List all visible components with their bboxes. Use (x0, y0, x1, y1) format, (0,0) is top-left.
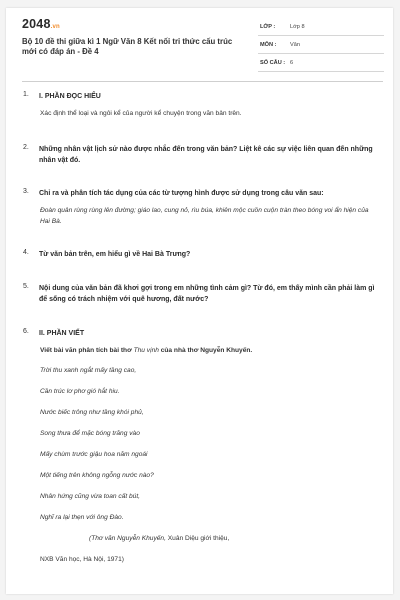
meta-row-grade: LỚP : Lớp 8 (258, 18, 384, 36)
document-title: Bộ 10 đề thi giữa kì 1 Ngữ Văn 8 Kết nối tri thức cấu trúc mới có đáp án - Đề 4 (22, 37, 233, 56)
poem-source-publisher: NXB Văn học, Hà Nội, 1971) (40, 556, 124, 563)
question-3-quote: Đoàn quân rùng rùng lên đường; giáo lao, cung nỏ, rìu búa, khiên mộc cuồn cuộn tràn theo bóng voi ẩn hiện của Hai Bà. (40, 207, 369, 225)
poem-line: Nghĩ ra lại thẹn với ông Đào. (40, 514, 124, 521)
meta-row-question-count: SỐ CÂU : 6 (258, 54, 384, 72)
document-page (6, 8, 393, 594)
poem-line: Một tiếng trên không ngỗng nước nào? (40, 472, 154, 479)
site-logo[interactable]: 2048.vn (22, 17, 60, 31)
poem-source: (Thơ văn Nguyễn Khuyến, Xuân Diệu giới thiệu, (89, 535, 230, 542)
poem-line: Trời thu xanh ngắt mấy tầng cao, (40, 367, 137, 374)
question-1-text: Xác định thể loại và ngôi kể của người kể chuyện trong văn bản trên. (40, 110, 242, 117)
poem-line: Mấy chùm trước giậu hoa năm ngoái (40, 451, 148, 458)
poem-line: Nhân hứng cũng vừa toan cất bút, (40, 493, 141, 500)
meta-row-subject: MÔN : Văn (258, 36, 384, 54)
writing-prompt: Viết bài văn phân tích bài thơ Thu vịnh của nhà thơ Nguyễn Khuyến. (40, 347, 253, 354)
poem-line: Song thưa để mặc bóng trăng vào (40, 430, 140, 437)
question-list: 1. I. PHẦN ĐỌC HIỂU Xác định thể loại và ngôi kể của người kể chuyện trong văn bản trên. 2. Những nhân vật lịch sử nào được nhắc đến trong văn bản? Liệt kê các sự việc liên quan đến những nhân vật đó. 3. Chỉ ra và phân tích tác dụng của các từ tượng hình được sử dụng trong câu văn sau: Đoàn quân rùng rùng lên đường; giáo lao, cung nỏ, rìu búa, khiên mộc cuồn cuộn tràn theo bóng voi ẩn hiện của Hai Bà. 4. Từ văn bản trên, em hiểu gì về Hai Bà Trưng? 5. Nội dung của văn bản đã khơi gợi trong em những tình cảm gì? Từ đó, em thấy mình cần phải làm gì để sống có trách nhiệm với quê hương, đất nước? 6. II. PHẦN VIẾT Viết bài văn phân tích bài thơ Thu vịnh của nhà thơ Nguyễn Khuyến. Trời thu xanh ngắt mấy tầng cao, Cần trúc lơ phơ gió hắt hiu. Nước biếc trông như tầng khói phủ, Song thưa để mặc bóng trăng vào Mấy chùm trước giậu hoa năm ngoái Một tiếng trên không ngỗng nước nào? Nhân hứng cũng vừa toan cất bút, Nghĩ ra lại thẹn với ông Đào. (Thơ văn Nguyễn Khuyến, Xuân Diệu giới thiệu, NXB Văn học, Hà Nội, 1971) (6, 8, 393, 594)
poem-line: Nước biếc trông như tầng khói phủ, (40, 409, 144, 416)
poem-line: Cần trúc lơ phơ gió hắt hiu. (40, 388, 120, 395)
